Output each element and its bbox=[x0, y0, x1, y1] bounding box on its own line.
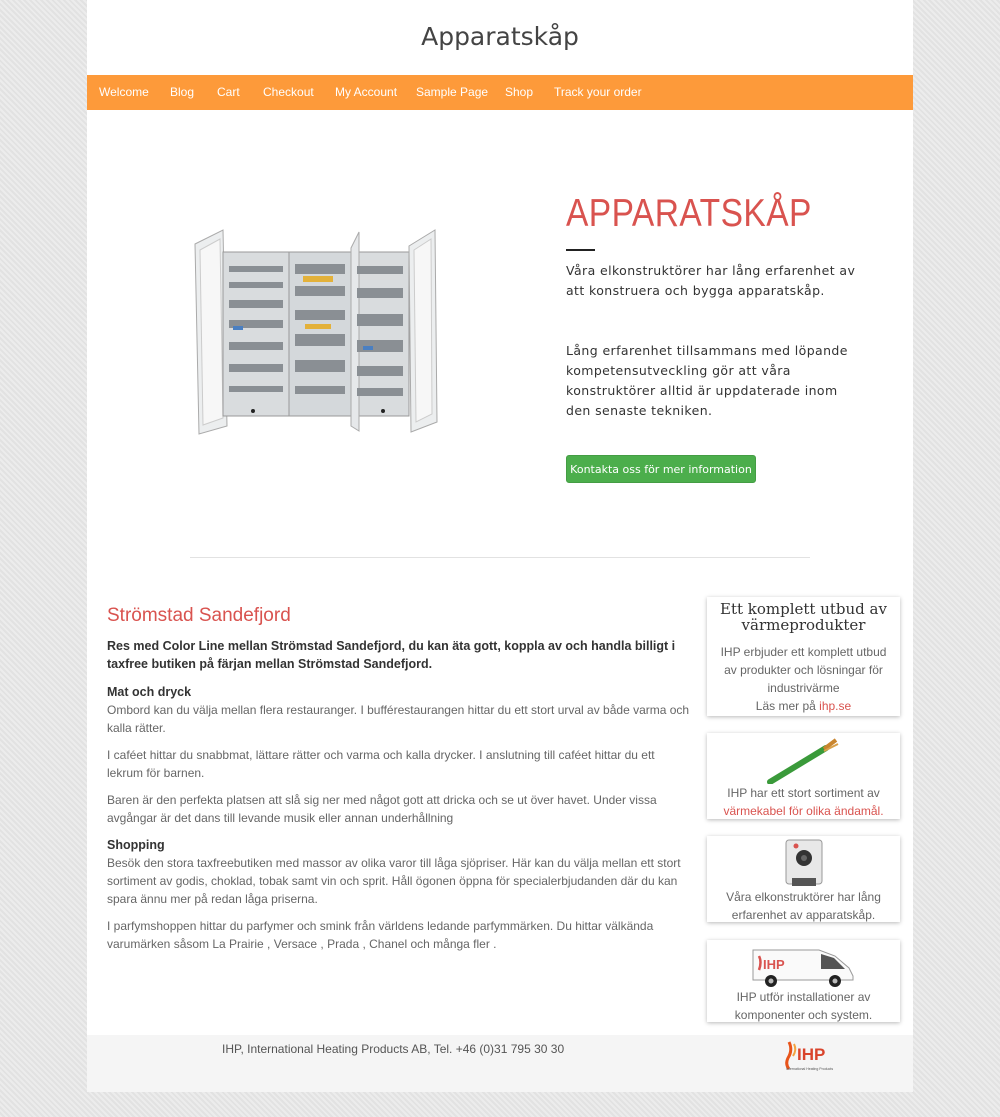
footer bbox=[87, 1035, 913, 1092]
van-brand: IHP bbox=[762, 957, 785, 972]
cabinet-image bbox=[193, 226, 439, 436]
hero-divider bbox=[566, 249, 595, 251]
nav-item-track-order[interactable]: Track your order bbox=[554, 85, 642, 99]
food-heading: Mat och dryck bbox=[107, 685, 192, 699]
site-title[interactable]: Apparatskåp bbox=[421, 22, 579, 51]
article-paragraph: Besök den stora taxfreebutiken med massor av olika varor till låga sjöpriser. Här kan du välja mellan ett stort sortiment av godis, choklad, tobak samt vin och sprit. Håll ögonen öppna för specialerbjudanden där du kan spara ännu mer på redan låga priserna. bbox=[107, 856, 681, 906]
widget-installation bbox=[707, 940, 900, 1022]
shopping-heading: Shopping bbox=[107, 838, 165, 852]
widget-title: Ett komplett utbud av värmeprodukter bbox=[720, 600, 887, 634]
article-lead: Res med Color Line mellan Strömstad Sandefjord, du kan äta gott, koppla av och handla billigt i taxfree butiken på färjan mellan Strömstad Sandefjord. bbox=[107, 639, 676, 671]
nav-item-checkout[interactable]: Checkout bbox=[263, 85, 314, 99]
nav-item-shop[interactable]: Shop bbox=[505, 85, 534, 99]
ihp-logo-subtext: International Heating Products bbox=[786, 1067, 834, 1071]
article-paragraph: Baren är den perfekta platsen att slå sig ner med något gott att dricka och se ut över havet. Under vissa avgångar är det dans till levande musik eller annan underhållning bbox=[107, 793, 657, 825]
widget-more-label: Läs mer på bbox=[755, 699, 816, 713]
contact-button[interactable]: Kontakta oss för mer information bbox=[566, 455, 756, 483]
widget-more bbox=[713, 697, 894, 715]
nav-item-sample-page[interactable]: Sample Page bbox=[416, 85, 489, 99]
widget-text: IHP har ett stort sortiment av bbox=[727, 786, 880, 800]
widget-products bbox=[707, 597, 900, 716]
widget-text: IHP utför installationer av komponenter och system. bbox=[734, 990, 873, 1022]
main-nav bbox=[87, 75, 913, 110]
article bbox=[107, 605, 692, 962]
hero-paragraph-1: Våra elkonstruktörer har lång erfarenhet av att konstruera och bygga apparatskåp. bbox=[566, 263, 856, 298]
page-container bbox=[87, 0, 913, 1092]
control-box-image bbox=[782, 838, 826, 888]
ihp-link[interactable]: ihp.se bbox=[819, 699, 852, 713]
ihp-logo[interactable] bbox=[783, 1038, 841, 1072]
footer-contact: IHP, International Heating Products AB, Tel. +46 (0)31 795 30 30 bbox=[222, 1042, 565, 1056]
heating-cable-link[interactable]: värmekabel för olika ändamål. bbox=[723, 804, 884, 818]
hero-title: APPARATSKÅP bbox=[566, 192, 812, 235]
article-title[interactable]: Strömstad Sandefjord bbox=[107, 605, 291, 626]
section-divider bbox=[190, 557, 810, 558]
widget-cable bbox=[707, 733, 900, 819]
article-paragraph: I caféet hittar du snabbmat, lättare rätter och varma och kalla drycker. I anslutning till caféet hittar du ett lekrum för barnen. bbox=[107, 748, 655, 780]
ihp-logo-text: IHP bbox=[797, 1045, 826, 1064]
heating-cable-image bbox=[764, 736, 844, 784]
nav-item-blog[interactable]: Blog bbox=[170, 85, 195, 99]
article-paragraph: Ombord kan du välja mellan flera restauranger. I bufférestaurangen hittar du ett stort urval av både varma och kalla rätter. bbox=[107, 703, 690, 735]
hero-paragraph-2: Lång erfarenhet tillsammans med löpande kompetensutveckling gör att våra konstruktörer alltid är uppdaterade inom den senaste tekniken. bbox=[566, 343, 848, 418]
nav-item-my-account[interactable]: My Account bbox=[335, 85, 398, 99]
widget-text: IHP erbjuder ett komplett utbud av produkter och lösningar för industrivärme bbox=[720, 645, 887, 695]
nav-item-cart[interactable]: Cart bbox=[217, 85, 240, 99]
article-paragraph: I parfymshoppen hittar du parfymer och smink från världens ledande parfymmärken. Du hittar välkända varumärken såsom La Prairie , Versace , Prada , Chanel och många fler . bbox=[107, 919, 654, 951]
widget-cabinet bbox=[707, 836, 900, 922]
van-image bbox=[749, 942, 859, 988]
widget-text: Våra elkonstruktörer har lång erfarenhet av apparatskåp. bbox=[726, 890, 881, 922]
nav-item-welcome[interactable]: Welcome bbox=[99, 85, 149, 99]
